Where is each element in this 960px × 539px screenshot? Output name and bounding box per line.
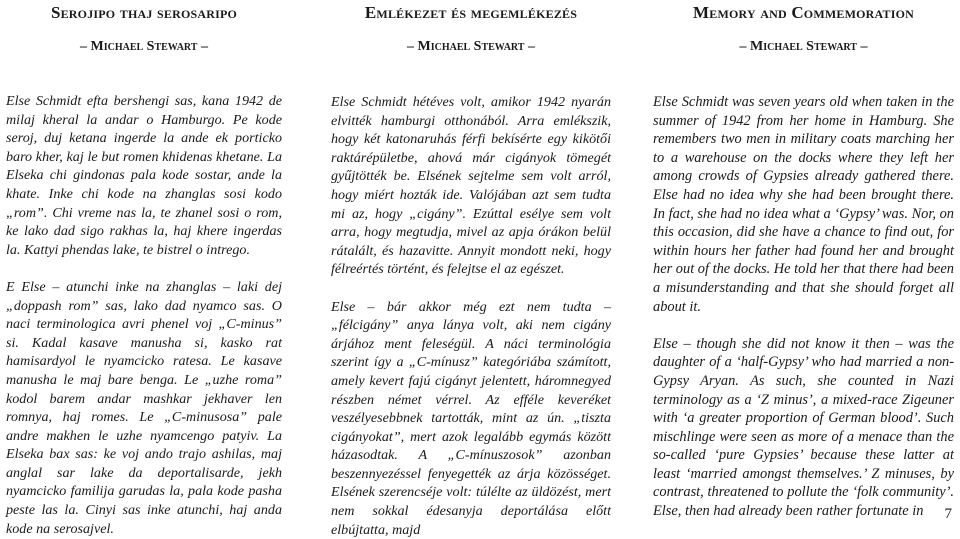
- column-author: – Michael Stewart –: [739, 39, 868, 54]
- paragraph: Else – though she did not know it then – was the daughter of a ‘half-Gypsy’ who had married a non-Gypsy Aryan. As such, she counted in Nazi terminology as a ‘Z minus’, a mixed-race Zigeuner with ‘a greater proportion of German blood’. Such mischlinge were seen as more of a menace than the so-called ‘pure Gypsies’ because these latter at least ‘married amongst themselves.’ Z minuses, by contrast, threatened to pollute the ‘folk community’. Else, then had already been rather fortunate in: [653, 335, 954, 520]
- paragraph: Else Schmidt efta bershengi sas, kana 1942 de milaj kheral la andar o Hamburgo. Pe kode seroj, duj ketana ingerde la ande ek porticko baro kher, kaj le but romen khidenas khetane. La Elseka chi gindonas pala kode sostar, ande la khate. Inke chi kode na zhanglas sosi kodo „rom”. Chi vreme nas la, te zhanel sosi o rom, ke lako dad sigo rakhas la, haj khere ingerdas la. Kattyi phendas lake, te bistrel o intrego.: [6, 93, 282, 258]
- paragraph: Else Schmidt hétéves volt, amikor 1942 nyarán elvitték hamburgi otthonából. Arra emlékszik, hogy két katonaruhás férfi bekísérte egy kikötői raktárépületbe, ahová már cigányok tömegét gyűjtötték be. Elsének sejtelme sem volt arról, hogy miért hozták ide. Valójában azt sem tudta mi az, hogy „cigány”. Ezúttal esélye sem volt arra, hogy megtudja, mivel az apja órákon belül rátalált, és hazavitte. Annyit mondott neki, hogy félreértés történt, és felejtse el az egészet.: [331, 94, 611, 278]
- paragraph: Else Schmidt was seven years old when taken in the summer of 1942 from her home in Hamburg. She remembers two men in military coats marching her to a warehouse on the docks where they left her among crowds of Gypsies already gathered there. Else had no idea why she had been brought there. In fact, she had no idea what a ‘Gypsy’ was. Nor, on this occasion, did she have a chance to find out, for within hours her father had found her and brought her out of the docks. He told her that there had been a misunderstanding and that she should forget all about it.: [653, 94, 954, 315]
- column-body: [6, 92, 282, 538]
- column-title: Serojipo thaj serosaripo: [50, 3, 238, 22]
- column-author: – Michael Stewart –: [80, 39, 208, 54]
- column-author: – Michael Stewart –: [407, 39, 535, 54]
- paragraph: Else – bár akkor még ezt nem tudta – „félcigány” anya lánya volt, aki nem cigány árjához ment feleségül. A náci terminológia szerint így a „C-mínusz” kategóriába számított, amely kevert fajú cigányt jelentett, háromnegyed részben német vérrel. Az efféle keveréket veszélyesebbnek tartották, mint az ún. „tiszta cigányokat”, mert azok legalább egymás között házasodtak. A „C-mínuszosok” azonban beszennyezéssel fenyegették az árja közösséget. Elsének szerencséje volt: túlélte az üldözést, mert nem sokkal édesanyja deportálása előtt elbújtatta, majd: [331, 298, 611, 538]
- column-title: Memory and Commemoration: [693, 3, 914, 22]
- page-number: 7: [944, 506, 952, 522]
- column-title: Emlékezet és megemlékezés: [364, 3, 578, 22]
- column-body: [331, 93, 611, 539]
- paragraph: E Else – atunchi inke na zhanglas – laki dej „doppash rom” sas, lako dad nyamco sas. O naci terminologica avri phenel voj „C-minus” si. Kadal kasave manusha si, kasko rat hamisardyol le nyamcicko ratesa. Le kasave manusha le maj bare benga. Le „uzhe roma” kodol barem andar mashkar jekhaver len romnya, haj romes. Le „C-minusosa” pale andre makhen le uzhe nyamcengo patyiv. La Elseka bax sas: ke voj ando trajo ashilas, maj anglal sar lake da deportalisarde, jekh nyamcicko familija garudas la, pala kode pasha peste las la. Cinyi sas inke atunchi, haj anda kode na serosajvel.: [6, 278, 282, 537]
- column-body: [653, 93, 954, 521]
